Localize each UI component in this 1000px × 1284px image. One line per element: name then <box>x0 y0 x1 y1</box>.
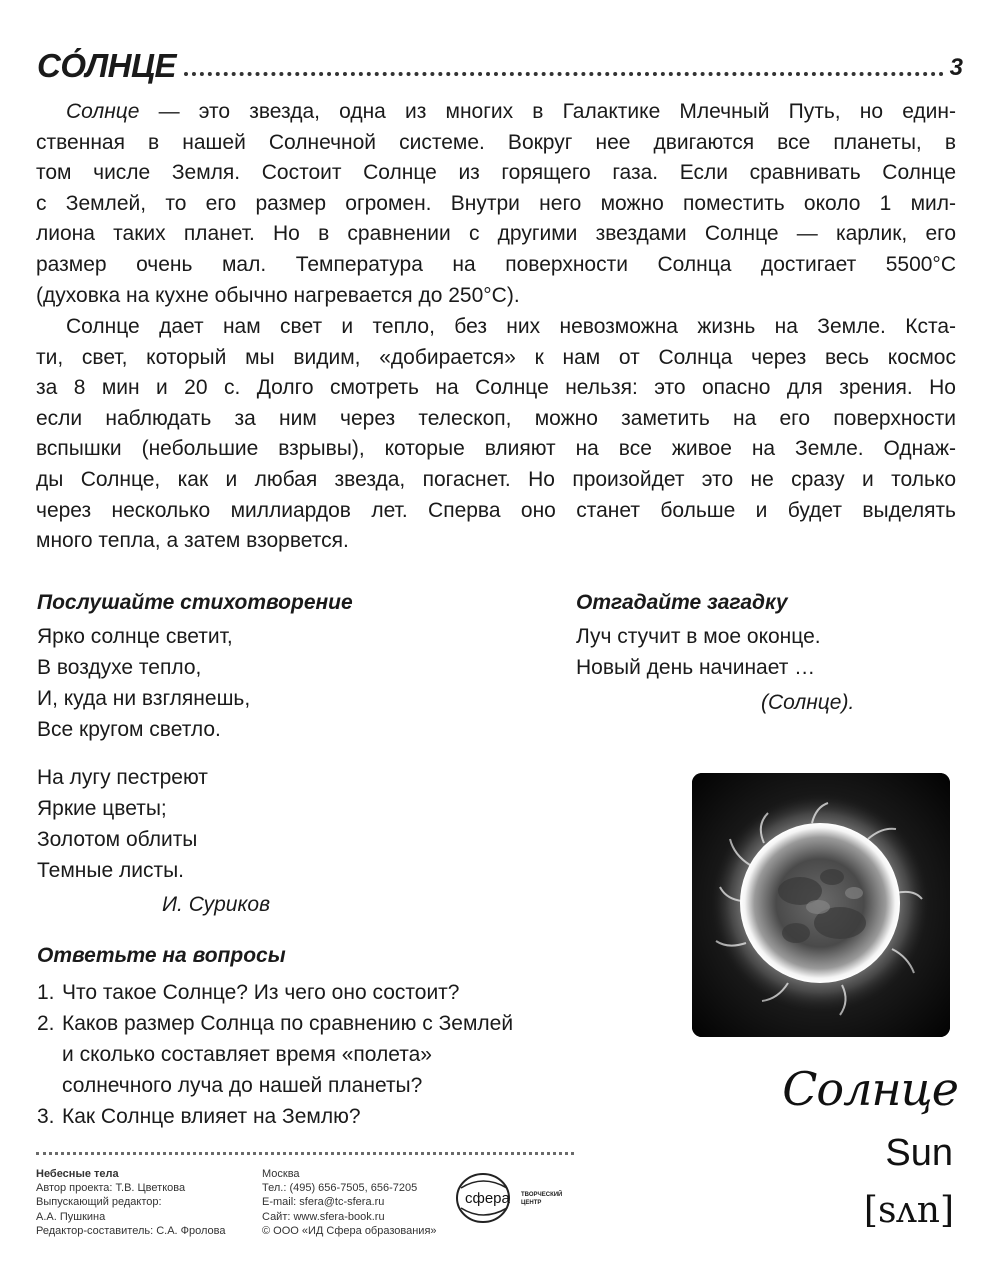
sun-illustration <box>692 773 950 1037</box>
intro-paragraph-2 <box>36 312 956 557</box>
question-text <box>62 1008 513 1101</box>
lead-word: Солнце <box>66 100 140 123</box>
poem-author: И. Суриков <box>162 893 271 916</box>
poem-line: Все кругом светло. <box>37 718 221 741</box>
riddle-text <box>576 621 821 683</box>
intro-paragraph-1 <box>36 97 956 311</box>
dotted-leader <box>184 71 944 76</box>
poem-line: Яркие цветы; <box>37 797 167 820</box>
riddle-line: Луч стучит в мое оконце. <box>576 625 821 648</box>
footer-divider <box>36 1152 574 1155</box>
questions-heading: Ответьте на вопросы <box>37 944 286 967</box>
question-line: и сколько составляет время «полета» <box>62 1043 432 1066</box>
phone: Тел.: (495) 656-7505, 656-7205 <box>262 1182 418 1195</box>
credit-line: А.А. Пушкина <box>36 1210 106 1223</box>
question-item <box>37 1008 513 1101</box>
poem-stanza-1 <box>37 621 250 745</box>
series-title: Небесные тела <box>36 1168 119 1180</box>
logo-tagline: ТВОРЧЕСКИЙ <box>521 1192 563 1198</box>
poem-heading: Послушайте стихотворение <box>37 591 353 614</box>
email: E-mail: sfera@tc-sfera.ru <box>262 1196 385 1209</box>
poem-line: Темные листы. <box>37 859 184 882</box>
text-fragment: — это звезда, одна из многих в Галактике Млечный Путь, но един- <box>158 100 956 123</box>
poem-line: Золотом облиты <box>37 828 198 851</box>
poem-line: В воздухе тепло, <box>37 656 202 679</box>
text-line: лиона таких планет. Но в сравнении с другими звездами Солнце — карлик, его <box>36 222 956 246</box>
riddle-answer: (Солнце). <box>761 691 855 714</box>
vocab-english-word: Sun <box>885 1132 953 1174</box>
text-line: ти, свет, который мы видим, «добирается» к нам от Солнца через весь космос <box>36 345 956 369</box>
poem-stanza-2 <box>37 762 208 886</box>
text-line: Солнце дает нам свет и тепло, без них невозможна жизнь на Земле. Кста- <box>66 315 956 338</box>
riddle-heading: Отгадайте загадку <box>576 591 788 614</box>
credit-line: Выпускающий редактор: <box>36 1196 162 1209</box>
text-line: ды Солнце, как и любая звезда, погаснет. Но произойдет это не сразу и только <box>36 467 956 491</box>
page-title: СО́ЛНЦЕ <box>37 47 177 84</box>
text-line: если наблюдать за ним через телескоп, можно заметить на его поверхности <box>36 406 956 430</box>
publisher-logo <box>453 1170 573 1226</box>
questions-list <box>37 977 513 1132</box>
page-header <box>37 38 963 82</box>
credit-line: Редактор-составитель: С.А. Фролова <box>36 1224 226 1237</box>
question-line: Каков размер Солнца по сравнению с Землей <box>62 1012 514 1035</box>
riddle-line: Новый день начинает … <box>576 656 816 679</box>
sfera-logo-icon <box>453 1170 573 1226</box>
vocab-russian-handwriting: Солнце <box>782 1062 958 1116</box>
question-text: Как Солнце влияет на Землю? <box>62 1105 361 1128</box>
footer-contacts <box>262 1167 437 1238</box>
question-number: 2. <box>37 1012 55 1035</box>
page-number: 3 <box>949 54 963 81</box>
copyright: © ООО «ИД Сфера образования» <box>262 1224 437 1237</box>
question-line: солнечного луча до нашей планеты? <box>62 1074 423 1097</box>
question-item <box>37 1101 513 1132</box>
question-number: 1. <box>37 981 55 1004</box>
text-line <box>36 97 956 128</box>
poem-line: На лугу пестреют <box>37 766 208 789</box>
logo-wordmark: сфера <box>465 1190 510 1207</box>
vocab-transcription: [sʌn] <box>863 1190 954 1231</box>
text-line: через несколько миллиардов лет. Сперва оно станет больше и будет выделять <box>36 498 956 522</box>
text-line: размер очень мал. Температура на поверхности Солнца достигает 5500°С <box>36 252 956 276</box>
text-line: (духовка на кухне обычно нагревается до 250°С). <box>36 283 520 307</box>
credit-line: Автор проекта: Т.В. Цветкова <box>36 1182 186 1195</box>
text-line: вспышки (небольшие взрывы), которые влияют на все живое на Земле. Однаж- <box>36 437 956 461</box>
question-item <box>37 977 513 1008</box>
text-line: за 8 мин и 20 с. Долго смотреть на Солнце нельзя: это опасно для зрения. Но <box>36 376 956 400</box>
text-line: много тепла, а затем взорвется. <box>36 529 349 553</box>
logo-tagline: ЦЕНТР <box>521 1200 542 1206</box>
poem-line: Ярко солнце светит, <box>37 625 233 648</box>
question-text: Что такое Солнце? Из чего оно состоит? <box>62 981 460 1004</box>
footer-credits <box>36 1167 226 1238</box>
poem-line: И, куда ни взглянешь, <box>37 687 251 710</box>
text-line: том числе Земля. Состоит Солнце из горящего газа. Если сравнивать Солнце <box>36 161 956 185</box>
city: Москва <box>262 1168 300 1180</box>
sun-photo <box>692 773 950 1037</box>
website: Сайт: www.sfera-book.ru <box>262 1210 385 1223</box>
text-line: ственная в нашей Солнечной системе. Вокруг нее двигаются все планеты, в <box>36 130 956 154</box>
text-line: с Землей, то его размер огромен. Внутри него можно поместить около 1 мил- <box>36 191 956 215</box>
question-number: 3. <box>37 1105 55 1128</box>
